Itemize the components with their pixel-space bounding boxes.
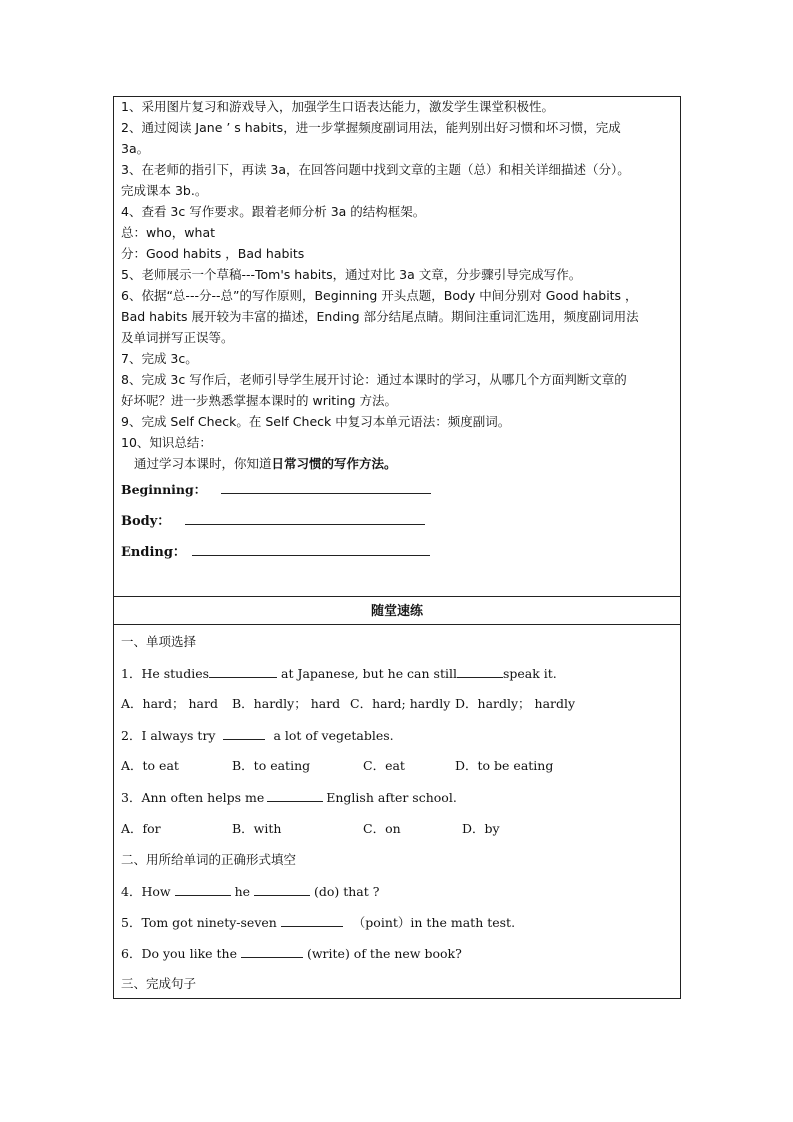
q4-c: (do) that ? bbox=[313, 884, 380, 899]
q1-blank-1[interactable] bbox=[209, 664, 277, 678]
question-3 bbox=[121, 788, 457, 807]
q5-a: 5．Tom got ninety-seven bbox=[121, 915, 277, 930]
question-4 bbox=[121, 882, 379, 901]
q2-option[interactable]: B．to eating bbox=[232, 758, 311, 773]
row-divider bbox=[114, 596, 680, 597]
step-line: 2、通过阅读 Jane ’ s habits，进一步掌握频度副词用法，能判别出好习惯和坏习惯，完成 bbox=[121, 120, 621, 135]
q3-option[interactable]: D．by bbox=[462, 821, 500, 836]
q2-blank[interactable] bbox=[223, 726, 265, 740]
worksheet-table bbox=[113, 96, 681, 999]
q1-option[interactable]: D．hardly； hardly bbox=[455, 696, 576, 711]
q1-stem-b: at Japanese, but he can still bbox=[281, 666, 457, 681]
question-2 bbox=[121, 726, 394, 745]
q6-b: (write) of the new book? bbox=[306, 946, 462, 961]
step-line: 9、完成 Self Check。在 Self Check 中复习本单元语法：频度副词。 bbox=[121, 414, 511, 429]
question-5 bbox=[121, 913, 515, 932]
section-heading: 一、单项选择 bbox=[121, 634, 197, 649]
q5-b: （point）in the math test. bbox=[352, 915, 516, 930]
q3-option[interactable]: C．on bbox=[363, 821, 401, 836]
step-line: 1、采用图片复习和游戏导入，加强学生口语表达能力，激发学生课堂积极性。 bbox=[121, 99, 554, 114]
ending-blank[interactable] bbox=[192, 542, 430, 556]
step-line: 好坏呢？进一步熟悉掌握本课时的 writing 方法。 bbox=[121, 393, 398, 408]
question-6 bbox=[121, 944, 462, 963]
q2-stem-b: a lot of vegetables. bbox=[273, 728, 394, 743]
step-line: 4、查看 3c 写作要求。跟着老师分析 3a 的结构框架。 bbox=[121, 204, 426, 219]
q2-option[interactable]: D．to be eating bbox=[455, 758, 554, 773]
q1-stem-a: 1．He studies bbox=[121, 666, 210, 681]
ending-label: Ending： bbox=[121, 545, 186, 560]
question-1 bbox=[121, 664, 557, 683]
q2-stem-a: 2．I always try bbox=[121, 728, 216, 743]
section-heading: 三、完成句子 bbox=[121, 976, 197, 991]
practice-title: 随堂速练 bbox=[370, 604, 423, 619]
step-line: 分：Good habits ，Bad habits bbox=[121, 246, 305, 261]
q6-blank[interactable] bbox=[241, 944, 303, 958]
step-line: 3a。 bbox=[121, 141, 150, 156]
ending-row bbox=[121, 542, 430, 562]
q4-a: 4．How bbox=[121, 884, 171, 899]
step-line: 10、知识总结： bbox=[121, 435, 212, 450]
step-line: 8、完成 3c 写作后，老师引导学生展开讨论：通过本课时的学习，从哪几个方面判断文章的 bbox=[121, 372, 627, 387]
step-line: 6、依据“总---分--总”的写作原则，Beginning 开头点题，Body 中间分别对 Good habits ， bbox=[121, 288, 638, 303]
step-line: 7、完成 3c。 bbox=[121, 351, 198, 366]
beginning-label: Beginning： bbox=[121, 482, 207, 497]
step-line: 完成课本 3b.。 bbox=[121, 183, 208, 198]
summary-bold: 日常习惯的写作方法。 bbox=[271, 456, 397, 471]
section-heading: 二、用所给单词的正确形式填空 bbox=[121, 852, 297, 867]
q1-option[interactable]: C．hard; hardly bbox=[350, 696, 451, 711]
q4-b: he bbox=[234, 884, 251, 899]
summary-line bbox=[134, 455, 397, 473]
beginning-blank[interactable] bbox=[221, 480, 431, 494]
body-blank[interactable] bbox=[185, 511, 425, 525]
step-line: 及单词拼写正误等。 bbox=[121, 330, 234, 345]
q4-blank-1[interactable] bbox=[175, 882, 231, 896]
beginning-row bbox=[121, 480, 431, 499]
q6-a: 6．Do you like the bbox=[121, 946, 237, 961]
q2-option[interactable]: C．eat bbox=[363, 758, 405, 773]
body-row bbox=[121, 511, 425, 531]
q3-blank[interactable] bbox=[267, 788, 323, 802]
step-line: Bad habits 展开较为丰富的描述，Ending 部分结尾点睛。期间注重词汇选用，频度副词用法 bbox=[121, 309, 639, 324]
q1-blank-2[interactable] bbox=[457, 664, 503, 678]
q3-option[interactable]: B．with bbox=[232, 821, 282, 836]
body-label: Body： bbox=[121, 514, 171, 529]
q1-option[interactable]: A．hard； hard bbox=[121, 696, 218, 711]
q3-stem-a: 3．Ann often helps me bbox=[121, 790, 265, 805]
q4-blank-2[interactable] bbox=[254, 882, 310, 896]
q2-option[interactable]: A．to eat bbox=[121, 758, 179, 773]
step-line: 总：who，what bbox=[121, 225, 216, 240]
step-line: 5、老师展示一个草稿---Tom's habits，通过对比 3a 文章，分步骤引导完成写作。 bbox=[121, 267, 582, 282]
step-line: 3、在老师的指引下，再读 3a，在回答问题中找到文章的主题（总）和相关详细描述（分）。 bbox=[121, 162, 630, 177]
q1-stem-c: speak it. bbox=[502, 666, 557, 681]
q5-blank[interactable] bbox=[281, 913, 343, 927]
q3-option[interactable]: A．for bbox=[121, 821, 161, 836]
q3-stem-b: English after school. bbox=[326, 790, 457, 805]
q1-option[interactable]: B．hardly； hard bbox=[232, 696, 341, 711]
row-divider bbox=[114, 624, 680, 625]
summary-prefix: 通过学习本课时，你知道 bbox=[134, 456, 272, 471]
